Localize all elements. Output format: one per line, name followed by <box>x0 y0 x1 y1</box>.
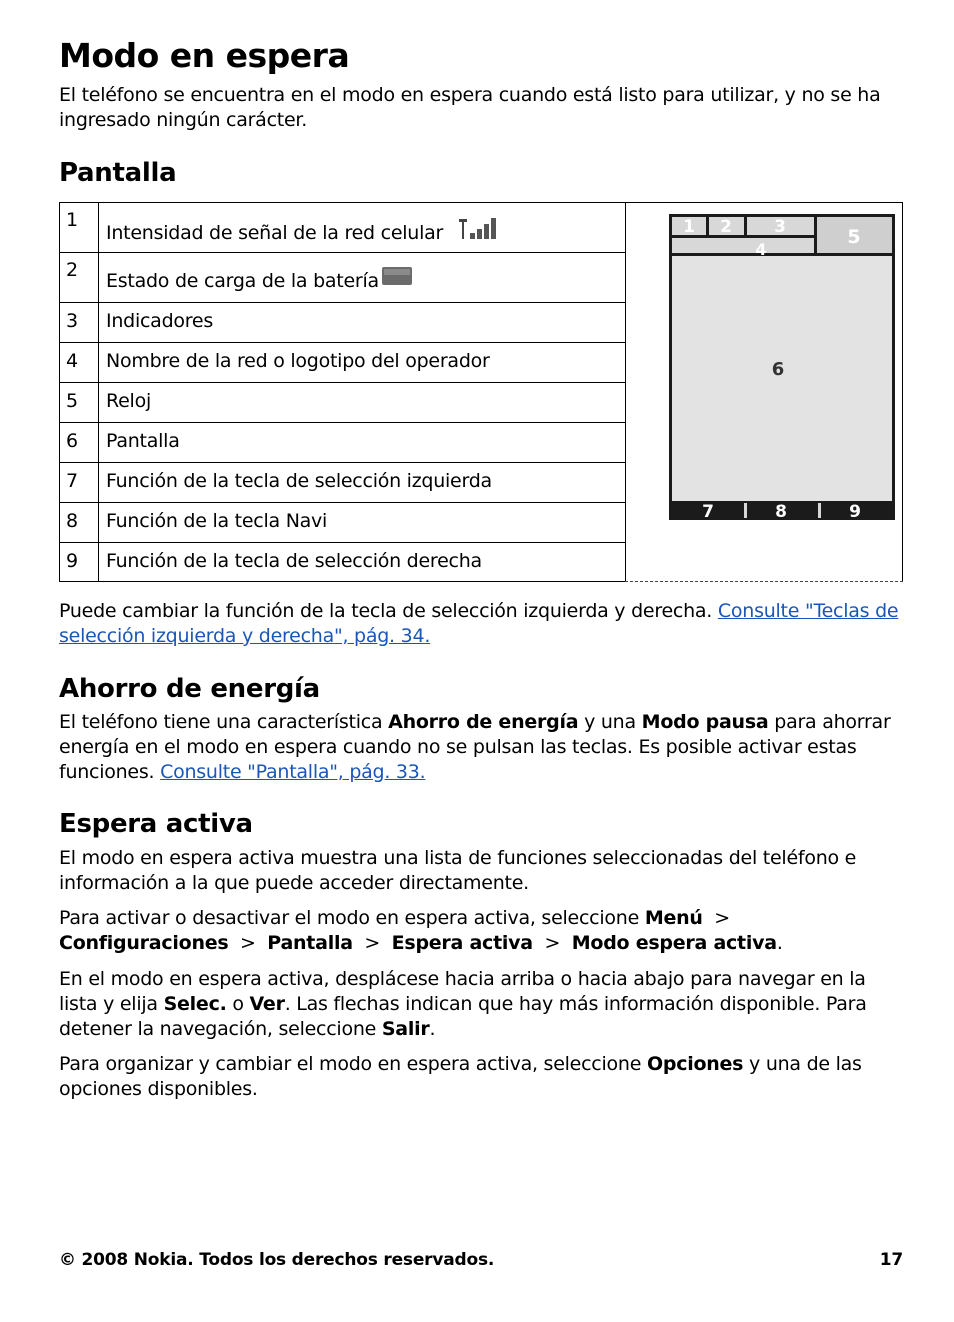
table-bottom-border <box>59 581 625 582</box>
paragraph-text: o <box>232 993 244 1015</box>
row-text: Estado de carga de la batería <box>106 270 379 292</box>
term-ahorro-energia: Ahorro de energía <box>388 711 579 733</box>
row-text: Nombre de la red o logotipo del operador <box>106 350 490 372</box>
link-pantalla[interactable]: Consulte "Pantalla", pág. 33. <box>160 761 426 783</box>
row-number: 7 <box>60 463 99 502</box>
paragraph-text: Puede cambiar la función de la tecla de selección izquierda y derecha. <box>59 600 713 622</box>
table-row <box>59 462 625 502</box>
row-description <box>106 215 501 244</box>
active-standby-paragraph-3 <box>59 967 905 1042</box>
paragraph-text: y una <box>584 711 636 733</box>
term-salir: Salir <box>381 1018 430 1040</box>
active-standby-paragraph-4 <box>59 1052 905 1102</box>
menu-path-item: Espera activa <box>391 932 533 954</box>
diagram-label-4: 4 <box>755 240 767 259</box>
section-heading-pantalla: Pantalla <box>59 158 177 188</box>
paragraph-text: Para organizar y cambiar el modo en espera activa, seleccione <box>59 1053 642 1075</box>
path-separator: > <box>240 932 256 954</box>
diagram-label-5: 5 <box>847 226 861 248</box>
diagram-label-7: 7 <box>702 502 714 522</box>
menu-path-item: Menú <box>644 907 703 929</box>
menu-path-item: Configuraciones <box>59 932 229 954</box>
paragraph-text: Para activar o desactivar el modo en espera activa, seleccione <box>59 907 640 929</box>
path-separator: > <box>544 932 561 954</box>
paragraph-text: y una de las opciones disponibles. <box>59 1053 862 1100</box>
section-heading-ahorro: Ahorro de energía <box>59 674 320 704</box>
table-row <box>59 542 625 582</box>
power-saver-paragraph <box>59 710 905 785</box>
page-title: Modo en espera <box>59 36 350 75</box>
signal-strength-icon <box>455 215 501 243</box>
paragraph-text: . <box>776 932 783 954</box>
row-number: 4 <box>60 343 99 382</box>
term-ver: Ver <box>249 993 285 1015</box>
term-opciones: Opciones <box>646 1053 744 1075</box>
row-number: 2 <box>60 253 99 302</box>
row-text: Función de la tecla de selección izquierda <box>106 470 492 492</box>
paragraph-text: . Las flechas indican que hay más información disponible. Para detener la navegación, seleccione <box>59 993 867 1040</box>
intro-paragraph: El teléfono se encuentra en el modo en espera cuando está listo para utilizar, y no se ha ingresado ningún carácter. <box>59 84 881 131</box>
display-legend-table <box>59 202 903 582</box>
row-text: Reloj <box>106 390 151 412</box>
section-heading-espera-activa: Espera activa <box>59 809 253 839</box>
row-number: 6 <box>60 423 99 462</box>
phone-screen-diagram <box>626 203 904 583</box>
copyright-text: © 2008 Nokia. Todos los derechos reservados. <box>59 1250 495 1270</box>
active-standby-paragraph-2 <box>59 906 905 956</box>
row-text: Pantalla <box>106 430 180 452</box>
path-separator: > <box>714 907 730 929</box>
diagram-label-6: 6 <box>771 359 785 380</box>
row-text: Función de la tecla de selección derecha <box>106 550 482 572</box>
page-number: 17 <box>879 1250 903 1270</box>
term-modo-pausa: Modo pausa <box>641 711 769 733</box>
row-description <box>106 265 415 292</box>
battery-icon <box>379 265 415 289</box>
paragraph-text: . <box>429 1018 436 1040</box>
menu-path-item: Pantalla <box>267 932 353 954</box>
diagram-label-8: 8 <box>775 502 787 522</box>
diagram-label-9: 9 <box>849 502 861 522</box>
table-row <box>59 252 625 302</box>
diagram-label-2: 2 <box>720 217 732 237</box>
row-number: 1 <box>60 203 99 252</box>
table-row <box>59 502 625 542</box>
row-text: Función de la tecla Navi <box>106 510 328 532</box>
term-selec: Selec. <box>163 993 227 1015</box>
table-row <box>59 202 625 252</box>
table-row <box>59 382 625 422</box>
key-function-paragraph <box>59 599 905 649</box>
paragraph-text: para ahorrar energía en el modo en espera cuando no se pulsan las teclas. Es posible activar estas funciones. <box>59 711 891 783</box>
menu-path-item: Modo espera activa <box>571 932 777 954</box>
row-number: 8 <box>60 503 99 542</box>
path-separator: > <box>364 932 381 954</box>
page-footer <box>59 1250 903 1270</box>
row-number: 5 <box>60 383 99 422</box>
diagram-label-1: 1 <box>683 217 695 237</box>
row-number: 9 <box>60 543 99 582</box>
paragraph-text: El teléfono tiene una característica <box>59 711 383 733</box>
row-number: 3 <box>60 303 99 342</box>
row-text: Intensidad de señal de la red celular <box>106 222 444 244</box>
row-text: Indicadores <box>106 310 213 332</box>
link-selection-keys[interactable]: Consulte "Teclas de selección izquierda y derecha", pág. 34. <box>59 600 899 647</box>
active-standby-paragraph-1: El modo en espera activa muestra una lista de funciones seleccionadas del teléfono e información a la que puede acceder directamente. <box>59 847 857 894</box>
table-row <box>59 342 625 382</box>
diagram-label-3: 3 <box>774 217 786 237</box>
screen-diagram-cell <box>625 202 903 582</box>
table-row <box>59 422 625 462</box>
diagram-cell-bottom-border <box>625 581 903 582</box>
table-row <box>59 302 625 342</box>
paragraph-text: En el modo en espera activa, desplácese hacia arriba o hacia abajo para navegar en la lista y elija <box>59 968 866 1015</box>
